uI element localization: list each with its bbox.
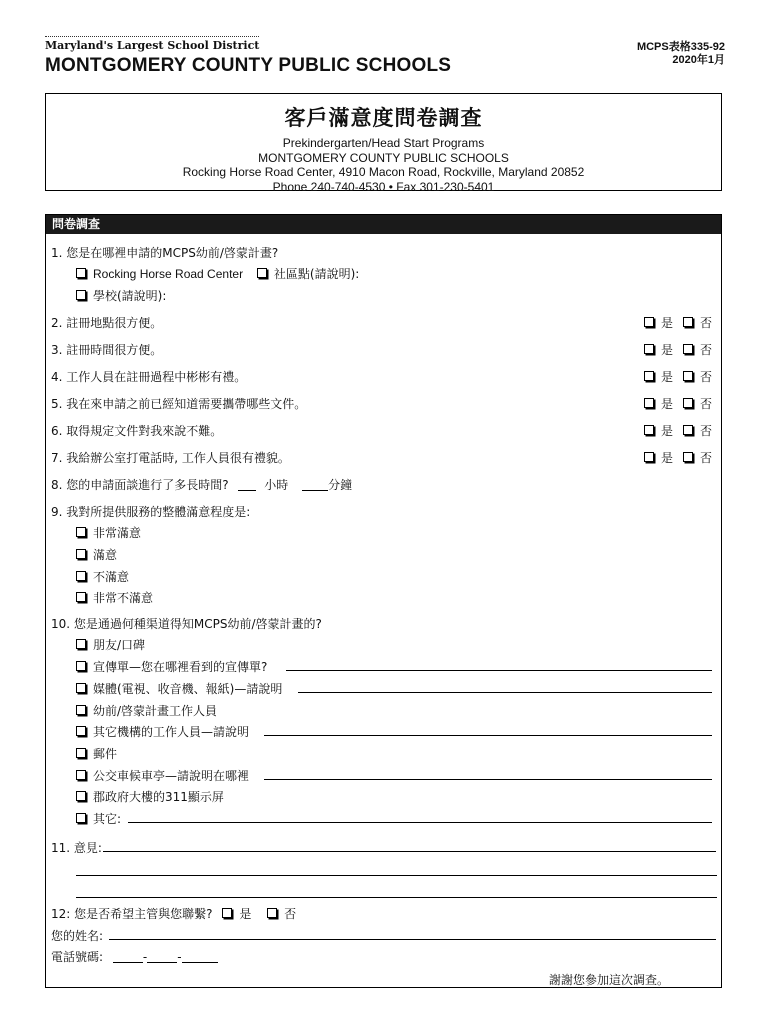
phone-line-field[interactable] (182, 950, 218, 963)
q9-option: 非常不滿意 (76, 589, 716, 607)
question-11: 11. 意見: (51, 839, 716, 857)
comments-line[interactable] (76, 874, 717, 876)
comments-line[interactable] (76, 896, 717, 898)
no-checkbox[interactable] (683, 398, 693, 408)
form-date: 2020年1月 (672, 54, 725, 66)
question-6: 6. 取得規定文件對我來說不難。 是 否 (51, 424, 712, 438)
bus-shelter-blank[interactable] (264, 767, 712, 780)
q1-option-community: 社區點(請說明): (273, 267, 360, 281)
checkbox[interactable] (76, 592, 86, 602)
yes-no-group: 是 否 (634, 314, 712, 332)
question-4: 4. 工作人員在註冊過程中彬彬有禮。 是 否 (51, 370, 712, 384)
yes-no-group: 是 否 (634, 449, 712, 467)
minutes-label: 分鐘 (328, 478, 353, 492)
no-checkbox[interactable] (683, 425, 693, 435)
checkbox[interactable] (76, 726, 86, 736)
checkbox[interactable] (76, 268, 86, 278)
phone-fax: Phone 240-740-4530 • Fax 301-230-5401 (272, 179, 495, 194)
phone-label: 電話號碼: (51, 950, 104, 964)
checkbox[interactable] (76, 770, 86, 780)
yes-no-group: 是 否 (634, 341, 712, 359)
question-5: 5. 我在來申請之前已經知道需要攜帶哪些文件。 是 否 (51, 397, 712, 411)
name-label: 您的姓名: (51, 929, 104, 943)
q1-option-school: 學校(請說明): (93, 289, 167, 303)
checkbox[interactable] (257, 268, 267, 278)
yes-no-group: 是 否 (634, 368, 712, 386)
name-row (51, 927, 716, 945)
survey-form (45, 214, 722, 988)
checkbox[interactable] (76, 571, 86, 581)
q10-option: 其它機構的工作人員—請說明 (76, 723, 716, 741)
hours-label: 小時 (264, 478, 289, 492)
address: Rocking Horse Road Center, 4910 Macon Road, Rockville, Maryland 20852 (182, 165, 585, 179)
q10-option: 其它: (76, 810, 716, 828)
yes-checkbox[interactable] (644, 398, 654, 408)
q1-options-row (76, 265, 716, 283)
yes-no-group: 是 否 (634, 395, 712, 413)
yes-no-group: 是 否 (634, 422, 712, 440)
q1-option-school-row (76, 287, 716, 305)
name-field[interactable] (109, 927, 716, 940)
organization-name: MONTGOMERY COUNTY PUBLIC SCHOOLS (258, 150, 509, 165)
question-1: 1. 您是在哪裡申請的MCPS幼前/啓蒙計畫? (51, 246, 279, 260)
q10-option: 宣傳單—您在哪裡看到的宣傳單? (76, 658, 716, 676)
checkbox[interactable] (76, 527, 86, 537)
yes-checkbox[interactable] (644, 371, 654, 381)
q10-option: 郵件 (76, 745, 716, 763)
question-10: 10. 您是通過何種渠道得知MCPS幼前/啓蒙計畫的? (51, 617, 322, 631)
yes-checkbox[interactable] (644, 317, 654, 327)
yes-checkbox[interactable] (644, 344, 654, 354)
q9-option: 不滿意 (76, 568, 716, 586)
checkbox[interactable] (76, 661, 86, 671)
form-identifier (637, 41, 725, 67)
question-8: 8. 您的申請面談進行了多長時間? 小時 分鐘 (51, 478, 353, 492)
phone-row: 電話號碼: - - (51, 948, 716, 966)
question-3: 3. 註冊時間很方便。 是 否 (51, 343, 712, 357)
form-number: MCPS表格335-92 (636, 41, 725, 53)
program-name: Prekindergarten/Head Start Programs (282, 136, 485, 150)
yes-checkbox[interactable] (222, 908, 232, 918)
checkbox[interactable] (76, 813, 86, 823)
tagline: Maryland's Largest School District (45, 36, 259, 52)
checkbox[interactable] (76, 290, 86, 300)
no-checkbox[interactable] (683, 317, 693, 327)
no-checkbox[interactable] (683, 452, 693, 462)
checkbox[interactable] (76, 748, 86, 758)
yes-checkbox[interactable] (644, 452, 654, 462)
q9-option: 非常滿意 (76, 524, 716, 542)
no-checkbox[interactable] (267, 908, 277, 918)
checkbox[interactable] (76, 639, 86, 649)
flyer-location-blank[interactable] (286, 658, 712, 671)
checkbox[interactable] (76, 549, 86, 559)
media-detail-blank[interactable] (298, 680, 712, 693)
district-name: MONTGOMERY COUNTY PUBLIC SCHOOLS (45, 55, 452, 76)
q10-option: 郡政府大樓的311顯示屏 (76, 788, 716, 806)
no-checkbox[interactable] (683, 371, 693, 381)
q10-option: 幼前/啓蒙計畫工作人員 (76, 702, 716, 720)
checkbox[interactable] (76, 683, 86, 693)
yes-checkbox[interactable] (644, 425, 654, 435)
q10-option: 公交車候車亭—請說明在哪裡 (76, 767, 716, 785)
q10-option: 朋友/口碑 (76, 636, 716, 654)
checkbox[interactable] (76, 791, 86, 801)
q9-option: 滿意 (76, 546, 716, 564)
question-12: 12: 您是否希望主管與您聯繫? 是 否 (51, 907, 297, 921)
other-blank[interactable] (128, 810, 712, 823)
agency-staff-blank[interactable] (264, 723, 712, 736)
comments-line[interactable] (103, 839, 716, 852)
checkbox[interactable] (76, 705, 86, 715)
thank-you-note: 謝謝您參加這次調查。 (548, 973, 669, 987)
page-title: 客戶滿意度問卷調查 (284, 106, 483, 130)
hours-blank[interactable] (238, 478, 256, 491)
minutes-blank[interactable] (302, 478, 328, 491)
phone-prefix-field[interactable] (147, 950, 177, 963)
question-7: 7. 我給辦公室打電話時, 工作人員很有禮貌。 是 否 (51, 451, 712, 465)
q10-option: 媒體(電視、收音機、報紙)—請說明 (76, 680, 716, 698)
title-box (45, 93, 722, 194)
question-2: 2. 註冊地點很方便。 是 否 (51, 316, 712, 330)
question-9: 9. 我對所提供服務的整體滿意程度是: (51, 505, 251, 519)
section-header: 問卷調查 (46, 215, 721, 234)
phone-area-code-field[interactable] (113, 950, 143, 963)
no-checkbox[interactable] (683, 344, 693, 354)
q1-option-center: Rocking Horse Road Center (93, 267, 244, 281)
